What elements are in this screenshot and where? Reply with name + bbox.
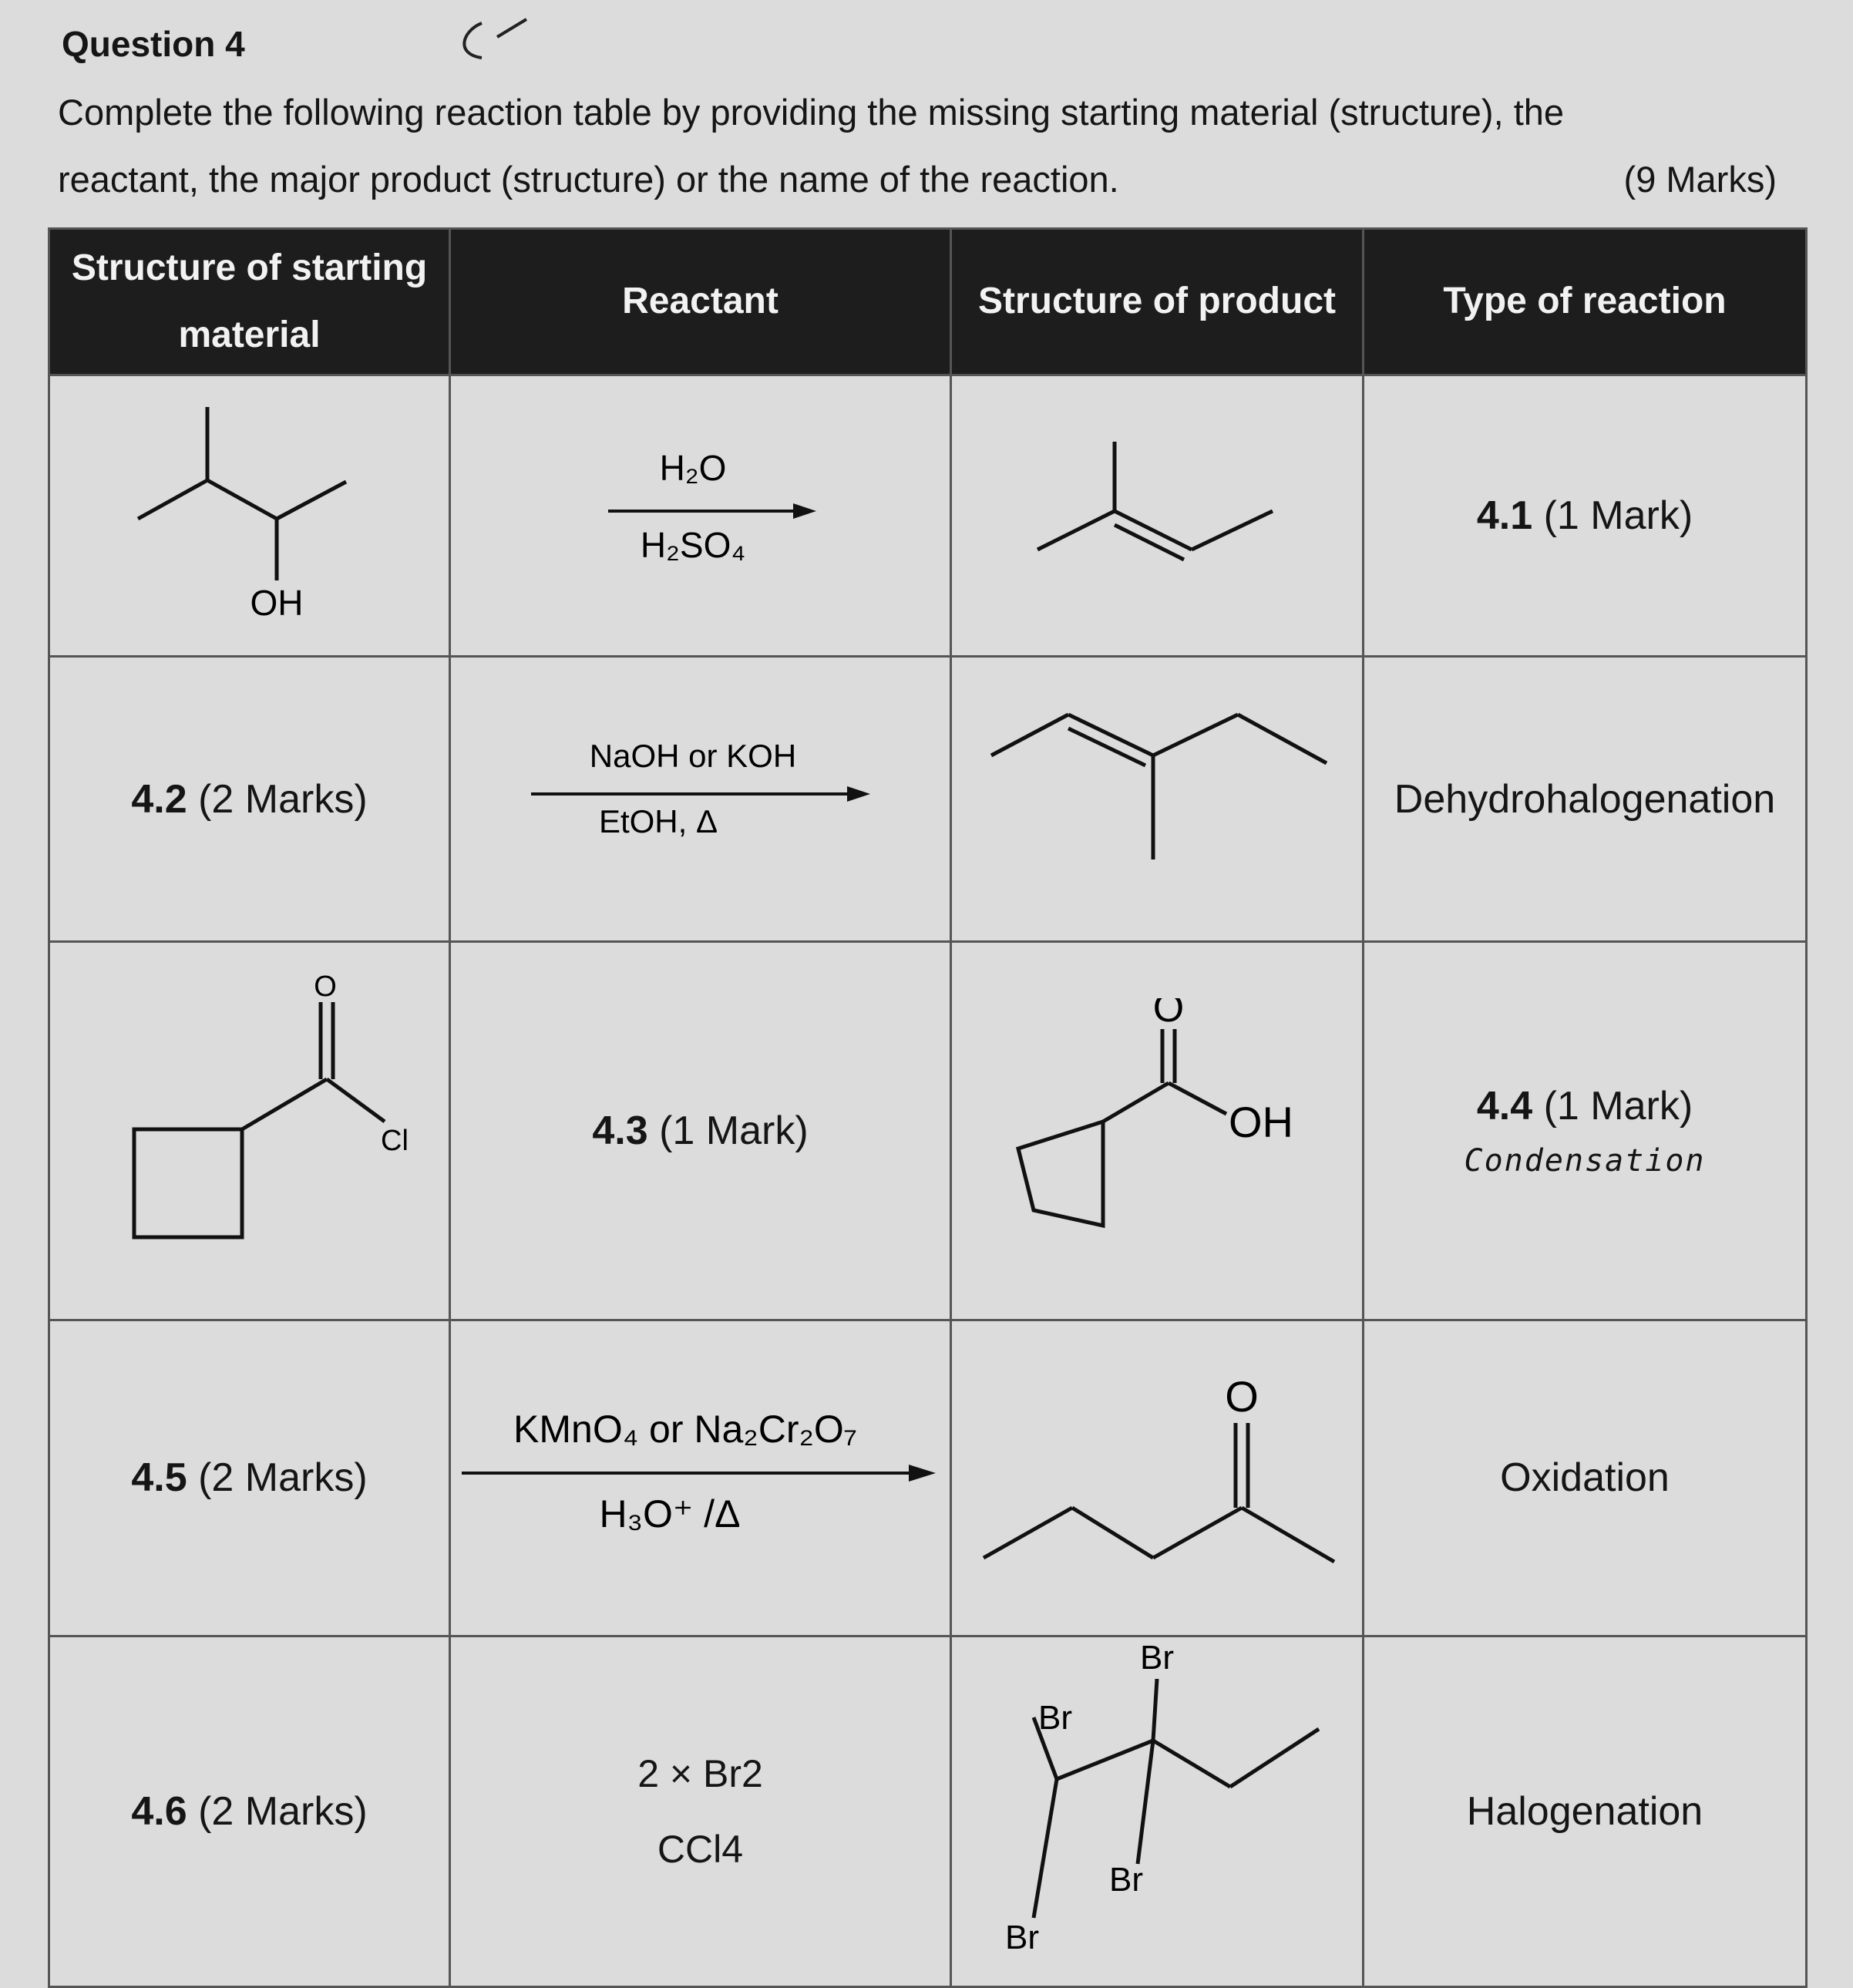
bromine-label: Br [1140, 1644, 1174, 1677]
reactant-cell [450, 1636, 951, 1986]
answer-label-4-2 [131, 777, 367, 822]
question-marks: (2 Marks) [198, 1788, 368, 1834]
reagent-arrow [454, 1396, 947, 1550]
table-row [49, 375, 1807, 657]
carboxylic-acid-structure [995, 998, 1319, 1253]
alkene-structure [1030, 434, 1284, 588]
reaction-type-text: Dehydrohalogenation [1394, 776, 1776, 822]
question-title: Question 4 [62, 24, 245, 64]
hydroxyl-label: OH [1229, 1098, 1293, 1147]
question-number: 4.4 [1476, 1083, 1533, 1129]
answer-label-4-4 [1365, 1083, 1804, 1129]
table-row [49, 1320, 1807, 1636]
question-marks: (1 Mark) [659, 1108, 809, 1153]
bromine-label: Br [1005, 1919, 1039, 1957]
product-cell [951, 657, 1364, 942]
oxygen-label: O [1225, 1371, 1259, 1421]
bromine-label: Br [1038, 1699, 1072, 1737]
question-marks: (2 Marks) [198, 1455, 368, 1501]
reagent-top: KMnO₄ or Na₂Cr₂O₇ [513, 1407, 857, 1451]
answer-label-4-5 [131, 1455, 367, 1500]
alcohol-structure [134, 395, 365, 627]
reagent-top: H₂O [659, 447, 726, 488]
reagent-bottom: EtOH, Δ [598, 803, 718, 840]
reactant-cell [450, 1320, 951, 1636]
ketone-structure [964, 1365, 1350, 1581]
header-reaction-type: Type of reaction [1364, 229, 1807, 375]
question-number: 4.5 [131, 1455, 187, 1501]
product-cell [951, 1636, 1364, 1986]
answer-label-4-1 [1477, 493, 1693, 538]
reagent-arrow [523, 732, 878, 856]
question-number: 4.6 [131, 1788, 187, 1834]
table-row [49, 1636, 1807, 1986]
reaction-type-cell [1364, 1636, 1807, 1986]
reaction-type-cell [1364, 1320, 1807, 1636]
question-marks: (1 Mark) [1543, 1083, 1693, 1129]
table-header-row [49, 229, 1807, 375]
starting-material-cell [49, 1636, 450, 1986]
pen-scribble [443, 8, 536, 69]
reaction-type-cell [1364, 657, 1807, 942]
header-starting-material: Structure of starting material [49, 229, 450, 375]
instruction-line-2 [58, 158, 1777, 201]
starting-material-cell [49, 942, 450, 1320]
reactant-cell [450, 657, 951, 942]
reagent-arrow [562, 442, 839, 580]
chlorine-label: Cl [380, 1125, 409, 1158]
question-marks: (2 Marks) [198, 776, 368, 822]
starting-material-cell [49, 375, 450, 657]
starting-material-cell [49, 657, 450, 942]
header-product: Structure of product [951, 229, 1364, 375]
product-cell [951, 1320, 1364, 1636]
instruction-text: reactant, the major product (structure) or the name of the reaction. [58, 159, 1119, 200]
acyl-chloride-structure [88, 971, 412, 1280]
reagent-bottom: CCl4 [657, 1827, 744, 1871]
reaction-type-text: Oxidation [1500, 1455, 1670, 1501]
tetrabromide-structure [957, 1644, 1357, 1968]
handwritten-answer: Condensation [1464, 1142, 1706, 1179]
oxygen-label: O [313, 971, 337, 1004]
product-cell [951, 942, 1364, 1320]
reactant-cell [450, 942, 951, 1320]
reagent-top: 2 × Br2 [637, 1751, 763, 1795]
answer-label-4-3 [592, 1108, 808, 1153]
oh-label: OH [250, 582, 303, 623]
reagent-bottom: H₂SO₄ [640, 524, 745, 565]
question-number: 4.2 [131, 776, 187, 822]
reagent-bottom: H₃O⁺ /Δ [599, 1492, 740, 1536]
reaction-table [48, 227, 1808, 1988]
bromine-label: Br [1109, 1861, 1143, 1899]
question-number: 4.3 [592, 1108, 648, 1153]
reaction-type-cell [1364, 942, 1807, 1320]
header-reactant: Reactant [450, 229, 951, 375]
product-cell [951, 375, 1364, 657]
question-number: 4.1 [1476, 493, 1533, 539]
table-row [49, 942, 1807, 1320]
question-marks: (1 Mark) [1543, 493, 1693, 539]
reactant-cell [450, 375, 951, 657]
reaction-type-text: Halogenation [1466, 1788, 1703, 1834]
instruction-line-1: Complete the following reaction table by providing the missing starting material (structure), the [58, 92, 1565, 133]
reaction-type-cell [1364, 375, 1807, 657]
oxygen-label: O [1152, 998, 1185, 1031]
reagent-top: NaOH or KOH [589, 738, 796, 775]
answer-label-4-6 [131, 1789, 367, 1834]
total-marks: (9 Marks) [1623, 159, 1777, 200]
table-row [49, 657, 1807, 942]
starting-material-cell [49, 1320, 450, 1636]
alkene-structure [976, 705, 1338, 883]
